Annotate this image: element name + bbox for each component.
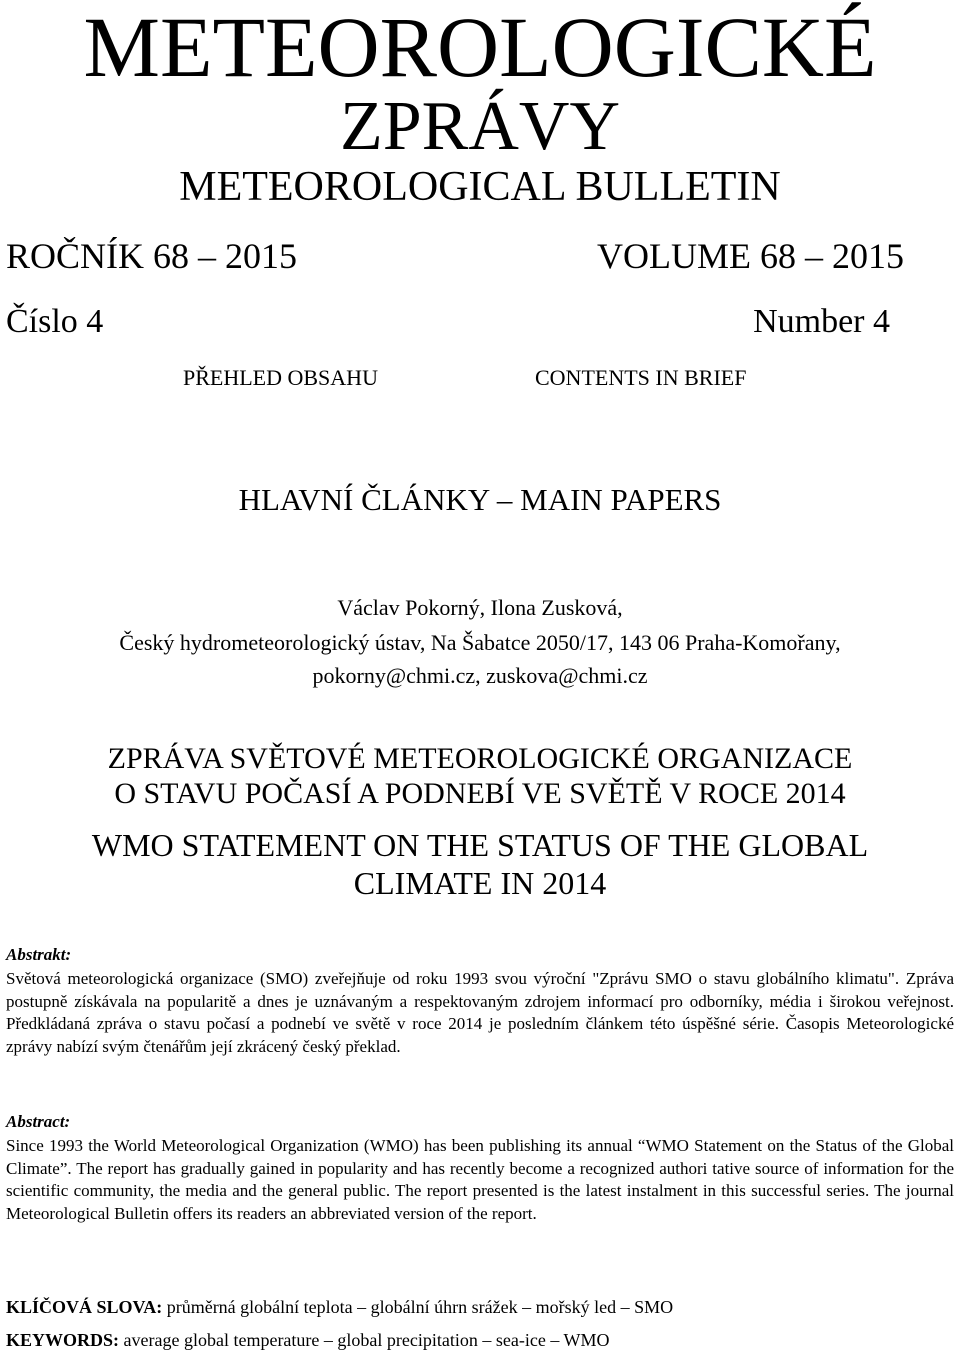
article-title-cz-line1: ZPRÁVA SVĚTOVÉ METEOROLOGICKÉ ORGANIZACE xyxy=(107,742,853,775)
article-title-en-line2: CLIMATE IN 2014 xyxy=(353,865,607,901)
volume-cz: ROČNÍK 68 – 2015 xyxy=(6,236,298,276)
contents-heading-en: CONTENTS IN BRIEF xyxy=(535,365,747,390)
article-emails: pokorny@chmi.cz, zuskova@chmi.cz xyxy=(312,663,648,688)
journal-title-second-line: ZPRÁVY xyxy=(339,88,621,165)
issue-number-cz: Číslo 4 xyxy=(6,303,104,340)
volume-en: VOLUME 68 – 2015 xyxy=(597,236,904,276)
abstract-cz-text: Světová meteorologická organizace (SMO) zveřejňuje od roku 1993 svou výroční "Zprávu SMO o stavu globálního klimatu". Zpráva postupně získávala na popularitě a dnes je uznávaným a respektovaným zdrojem informací pro odborníky, média i širokou veřejnost. Předkládaná zpráva o stavu počasí a podnebí ve světě v roce 2014 je posledním článkem této úspěšné série. Časopis Meteorologické zprávy nabízí svým čtenářům její zkrácený český překlad. xyxy=(6,969,954,1056)
keywords-en-label: KEYWORDS: xyxy=(6,1330,120,1350)
article-title-en-line1: WMO STATEMENT ON THE STATUS OF THE GLOBAL xyxy=(91,827,869,863)
article-title-cz xyxy=(0,741,960,811)
keywords-cz-text: průměrná globální teplota – globální úhrn srážek – mořský led – SMO xyxy=(162,1297,674,1317)
keywords-cz xyxy=(6,1298,673,1316)
section-heading: HLAVNÍ ČLÁNKY – MAIN PAPERS xyxy=(238,482,722,517)
article-title-en xyxy=(0,826,960,902)
journal-title: METEOROLOGICKÉ xyxy=(83,0,877,95)
contents-heading-cz: PŘEHLED OBSAHU xyxy=(183,365,378,390)
article-affiliation: Český hydrometeorologický ústav, Na Šabatce 2050/17, 143 06 Praha-Komořany, xyxy=(119,630,841,655)
abstract-en-text: Since 1993 the World Meteorological Organization (WMO) has been publishing its annual “WMO Statement on the Status of the Global Climate”. The report has gradually gained in popularity and has recently become a recognized authori tative source of information for the scientific community, the media and the general public. The report presented is the latest instalment in this successful series. The journal Meteorological Bulletin offers its readers an abbreviated version of the report. xyxy=(6,1136,954,1223)
issue-number-en: Number 4 xyxy=(753,303,890,340)
keywords-en-text: average global temperature – global precipitation – sea-ice – WMO xyxy=(119,1330,610,1350)
keywords-en xyxy=(6,1331,610,1349)
abstract-en-heading: Abstract: xyxy=(6,1112,71,1131)
article-title-cz-line2: O STAVU POČASÍ A PODNEBÍ VE SVĚTĚ V ROCE 2014 xyxy=(114,777,846,810)
article-authors: Václav Pokorný, Ilona Zusková, xyxy=(337,595,623,620)
keywords-cz-label: KLÍČOVÁ SLOVA: xyxy=(6,1297,163,1317)
journal-subtitle: METEOROLOGICAL BULLETIN xyxy=(179,164,781,210)
abstract-cz-heading: Abstrakt: xyxy=(6,945,72,964)
